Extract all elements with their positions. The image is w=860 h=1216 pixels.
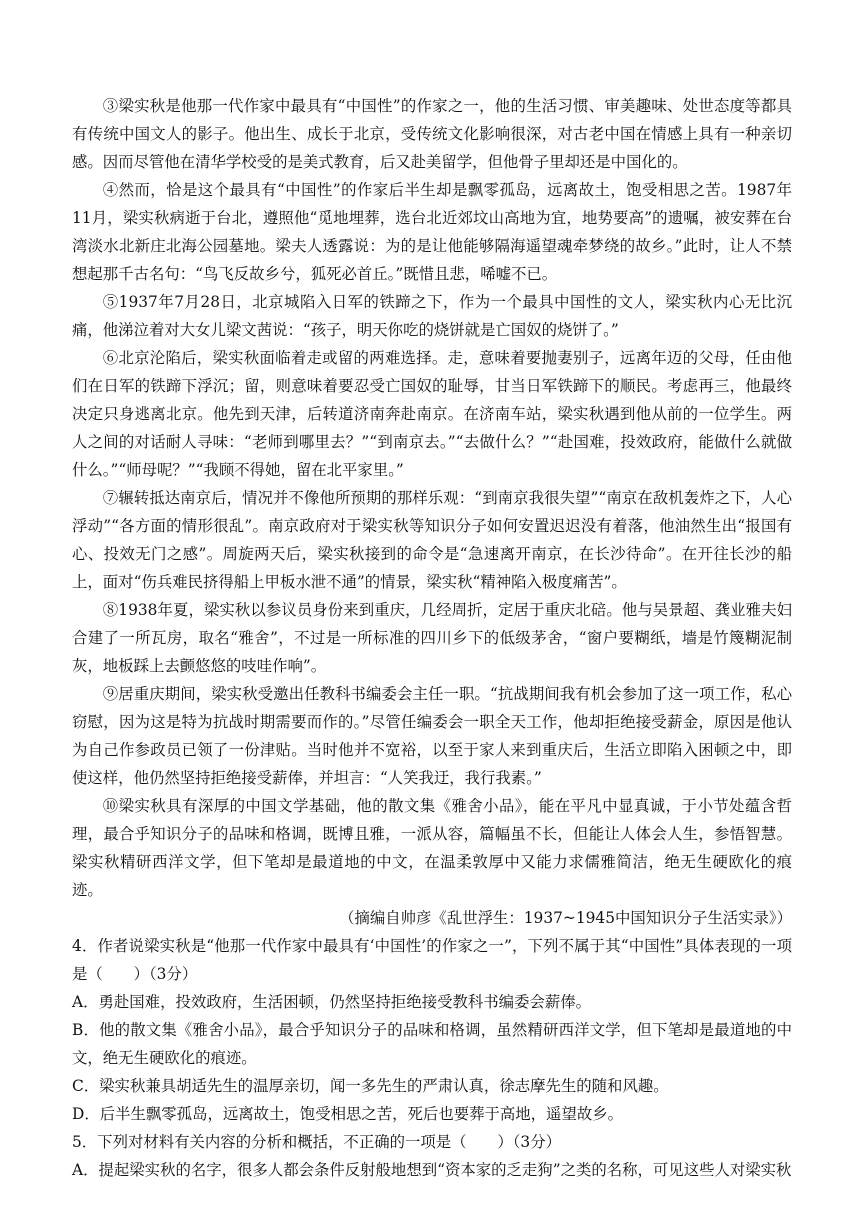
question-4-option-c: C．梁实秋兼具胡适先生的温厚亲切，闻一多先生的严肃认真，徐志摩先生的随和风趣。 [72,1077,669,1095]
question-4-stem: 4．作者说梁实秋是“他那一代作家中最具有‘中国性’的作家之一”，下列不属于其“中国性”具体表现的一项是（ ）（3分） [72,937,792,983]
paragraph-5: ⑤1937年7月28日，北京城陷入日军的铁蹄之下，作为一个最具中国性的文人，梁实秋内心无比沉痛，他涕泣着对大女儿梁文茜说：“孩子，明天你吃的烧饼就是亡国奴的烧饼了。” [72,293,792,339]
question-5-option-a: A．提起梁实秋的名字，很多人都会条件反射般地想到“资本家的乏走狗”之类的名称，可见这些人对梁实秋 [72,1161,792,1179]
question-4-option-a: A．勇赴国难，投效政府，生活困顿，仍然坚持拒绝接受教科书编委会薪俸。 [72,993,592,1011]
document-page [72,92,792,1184]
question-4-option-d: D．后半生飘零孤岛，远离故土，饱受相思之苦，死后也要葬于高地，遥望故乡。 [72,1105,624,1123]
paragraph-6: ⑥北京沦陷后，梁实秋面临着走或留的两难选择。走，意味着要抛妻别子，远离年迈的父母，任由他们在日军的铁蹄下浮沉；留，则意味着要忍受亡国奴的耻辱，甘当日军铁蹄下的顺民。考虑再三，他最终决定只身逃离北京。他先到天津，后转道济南奔赴南京。在济南车站，梁实秋遇到他从前的一位学生。两人之间的对话耐人寻味：“老师到哪里去？”“到南京去。”“去做什么？”“赴国难，投效政府，能做什么就做什么。”“师母呢？”“我顾不得她，留在北平家里。” [72,349,792,479]
source-citation: （摘编自帅彦《乱世浮生：1937~1945中国知识分子生活实录》） [339,909,792,927]
paragraph-7: ⑦辗转抵达南京后，情况并不像他所预期的那样乐观：“到南京我很失望”“南京在敌机轰炸之下，人心浮动”“各方面的情形很乱”。南京政府对于梁实秋等知识分子如何安置迟迟没有着落，他油然生出“报国有心、投效无门之感”。周旋两天后，梁实秋接到的命令是“急速离开南京，在长沙待命”。在开往长沙的船上，面对“伤兵难民挤得船上甲板水泄不通”的情景，梁实秋“精神陷入极度痛苦”。 [72,489,792,591]
paragraph-3: ③梁实秋是他那一代作家中最具有“中国性”的作家之一，他的生活习惯、审美趣味、处世态度等都具有传统中国文人的影子。他出生、成长于北京，受传统文化影响很深，对古老中国在情感上具有一种亲切感。因而尽管他在清华学校受的是美式教育，后又赴美留学，但他骨子里却还是中国化的。 [72,97,792,171]
paragraph-10: ⑩梁实秋具有深厚的中国文学基础，他的散文集《雅舍小品》，能在平凡中显真诚，于小节处蕴含哲理，最合乎知识分子的品味和格调，既博且雅，一派从容，篇幅虽不长，但能让人体会人生，参悟智慧。梁实秋精研西洋文学，但下笔却是最道地的中文，在温柔敦厚中又能力求儒雅简洁，绝无生硬欧化的痕迹。 [72,797,792,899]
question-5-stem: 5．下列对材料有关内容的分析和概括，不正确的一项是（ ）（3分） [72,1133,561,1151]
question-4-option-b: B．他的散文集《雅舍小品》，最合乎知识分子的品味和格调，虽然精研西洋文学，但下笔却是最道地的中文，绝无生硬欧化的痕迹。 [72,1021,792,1067]
paragraph-4: ④然而，恰是这个最具有“中国性”的作家后半生却是飘零孤岛，远离故土，饱受相思之苦。1987年11月，梁实秋病逝于台北，遵照他“觅地埋葬，选台北近郊坟山高地为宜，地势要高”的遗嘱，被安葬在台湾淡水北新庄北海公园墓地。梁夫人透露说：为的是让他能够隔海遥望魂牵梦绕的故乡。”此时，让人不禁想起那千古名句：“鸟飞反故乡兮，狐死必首丘。”既惜且悲，唏嘘不已。 [72,181,792,283]
paragraph-9: ⑨居重庆期间，梁实秋受邀出任教科书编委会主任一职。“抗战期间我有机会参加了这一项工作，私心窃慰，因为这是特为抗战时期需要而作的。”尽管任编委会一职全天工作，他却拒绝接受薪金，原因是他认为自己作参政员已领了一份津贴。当时他并不宽裕，以至于家人来到重庆后，生活立即陷入困顿之中，即使这样，他仍然坚持拒绝接受薪俸，并坦言：“人笑我迂，我行我素。” [72,685,792,787]
paragraph-8: ⑧1938年夏，梁实秋以参议员身份来到重庆，几经周折，定居于重庆北碚。他与吴景超、龚业雅夫妇合建了一所瓦房，取名“雅舍”，不过是一所标准的四川乡下的低级茅舍，“窗户要糊纸，墙是竹篾糊泥制灰，地板踩上去颤悠悠的吱哇作响”。 [72,601,792,675]
